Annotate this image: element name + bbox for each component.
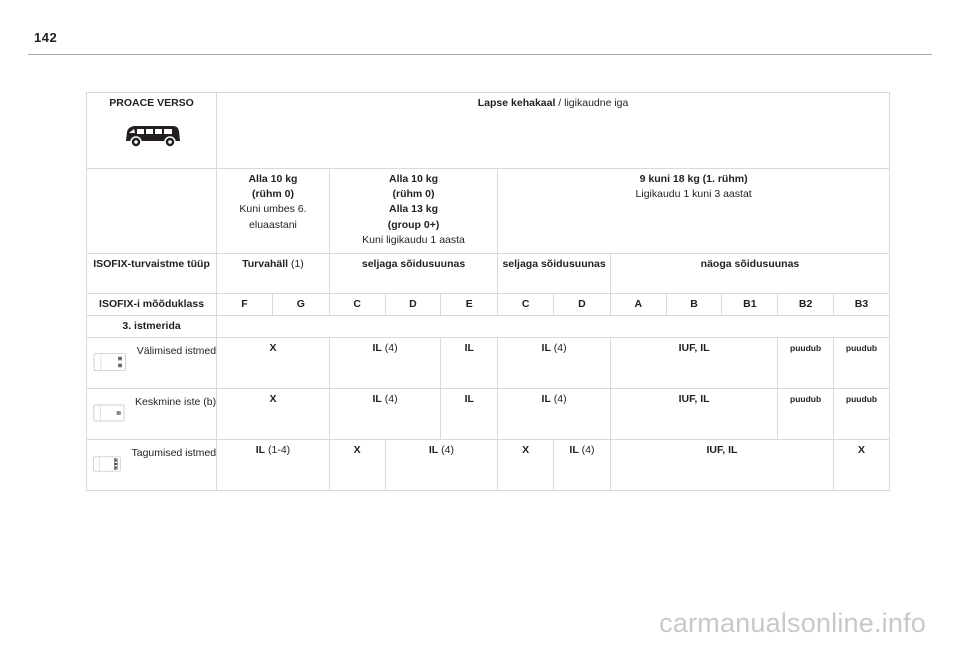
seat-value-cell: puudub	[778, 389, 834, 440]
weight-group-row	[87, 169, 890, 254]
seat-row-center	[87, 389, 890, 440]
seat-value-cell: IL	[441, 338, 498, 389]
seat-label: Välimised istmed	[136, 345, 217, 358]
isofix-type-label: ISOFIX-turvaistme tüüp	[87, 254, 217, 294]
model-cell	[87, 93, 217, 169]
seat-value-cell: IL (1-4)	[217, 440, 330, 491]
size-class-cell: B1	[722, 294, 778, 316]
size-class-cell: B	[666, 294, 722, 316]
seat-value-cell: IL (4)	[498, 389, 611, 440]
seat-row-rear	[87, 440, 890, 491]
seat-value-cell: IUF, IL	[610, 440, 833, 491]
seat-layout-icon	[91, 342, 127, 382]
seat-label-cell	[87, 440, 217, 491]
size-class-cell: E	[441, 294, 498, 316]
size-class-cell: D	[385, 294, 441, 316]
size-class-cell: C	[329, 294, 385, 316]
seat-value-cell: X	[217, 338, 330, 389]
seat-layout-icon	[91, 444, 121, 484]
size-class-cell: B3	[834, 294, 890, 316]
group0-weight: Alla 10 kg	[248, 173, 298, 185]
group0-age-cont: eluaastani	[249, 218, 297, 231]
group0-age: Kuni umbes 6.	[239, 203, 307, 216]
carrycot-label: Turvahäll	[242, 258, 289, 270]
size-class-cell: C	[498, 294, 554, 316]
seat-value-cell: X	[498, 440, 554, 491]
size-class-label: ISOFIX-i mõõduklass	[87, 294, 217, 316]
title-bold: Lapse kehakaal	[477, 97, 556, 109]
seat-value-cell: puudub	[778, 338, 834, 389]
seat-value-cell: IL (4)	[554, 440, 611, 491]
seat-value-cell: IL (4)	[329, 338, 441, 389]
group0plus-name-b: (group 0+)	[387, 218, 440, 231]
seat-value-cell: puudub	[834, 338, 890, 389]
size-class-row	[87, 294, 890, 316]
group1-age: Ligikaudu 1 kuni 3 aastat	[635, 188, 752, 201]
group0plus-cell	[329, 169, 497, 254]
seat-label: Tagumised istmed	[131, 447, 217, 460]
size-class-cell: F	[217, 294, 273, 316]
seat-value-cell: IL (4)	[498, 338, 611, 389]
size-class-cell: D	[554, 294, 611, 316]
isofix-compatibility-table	[86, 92, 890, 491]
group0plus-weight-b: Alla 13 kg	[389, 203, 439, 216]
third-row-label: 3. istmerida	[87, 316, 217, 338]
empty-cell	[217, 316, 890, 338]
seat-label-cell	[87, 338, 217, 389]
group0plus-weight-a: Alla 10 kg	[389, 173, 439, 185]
top-rule	[28, 54, 932, 55]
carrycot-cell	[217, 254, 330, 294]
group0-cell	[217, 169, 330, 254]
watermark: carmanualsonline.info	[659, 608, 926, 638]
size-class-cell: G	[272, 294, 329, 316]
size-class-cell: B2	[778, 294, 834, 316]
model-name: PROACE VERSO	[109, 97, 194, 109]
group0plus-name-a: (rühm 0)	[392, 188, 435, 201]
group0plus-age: Kuni ligikaudu 1 aasta	[362, 233, 465, 246]
header-row	[87, 93, 890, 169]
isofix-type-row	[87, 254, 890, 294]
third-row-heading	[87, 316, 890, 338]
seat-value-cell: X	[329, 440, 385, 491]
seat-value-cell: puudub	[834, 389, 890, 440]
title-cell	[217, 93, 890, 169]
page-number: 142	[34, 30, 58, 45]
seat-value-cell: IUF, IL	[610, 389, 777, 440]
seat-row-outer	[87, 338, 890, 389]
seat-value-cell: X	[834, 440, 890, 491]
seat-value-cell: IUF, IL	[610, 338, 777, 389]
group1-weight: 9 kuni 18 kg (1. rühm)	[639, 173, 748, 185]
size-class-cell: A	[610, 294, 666, 316]
seat-value-cell: IL	[441, 389, 498, 440]
group1-cell	[498, 169, 890, 254]
seat-value-cell: IL (4)	[329, 389, 441, 440]
empty-cell	[87, 169, 217, 254]
carrycot-note: (1)	[288, 258, 304, 270]
group0-name: (rühm 0)	[251, 188, 294, 201]
seat-value-cell: IL (4)	[385, 440, 498, 491]
rear-facing-cell-1: seljaga sõidusuunas	[329, 254, 497, 294]
seat-value-cell: X	[217, 389, 330, 440]
rear-facing-cell-2: seljaga sõidusuunas	[498, 254, 611, 294]
forward-facing-cell: näoga sõidusuunas	[610, 254, 889, 294]
title-rest: / ligikaudne iga	[555, 97, 629, 109]
seat-label-cell	[87, 389, 217, 440]
van-icon	[123, 123, 181, 149]
seat-label: Keskmine iste (b)	[135, 396, 217, 409]
seat-layout-icon	[91, 393, 125, 433]
